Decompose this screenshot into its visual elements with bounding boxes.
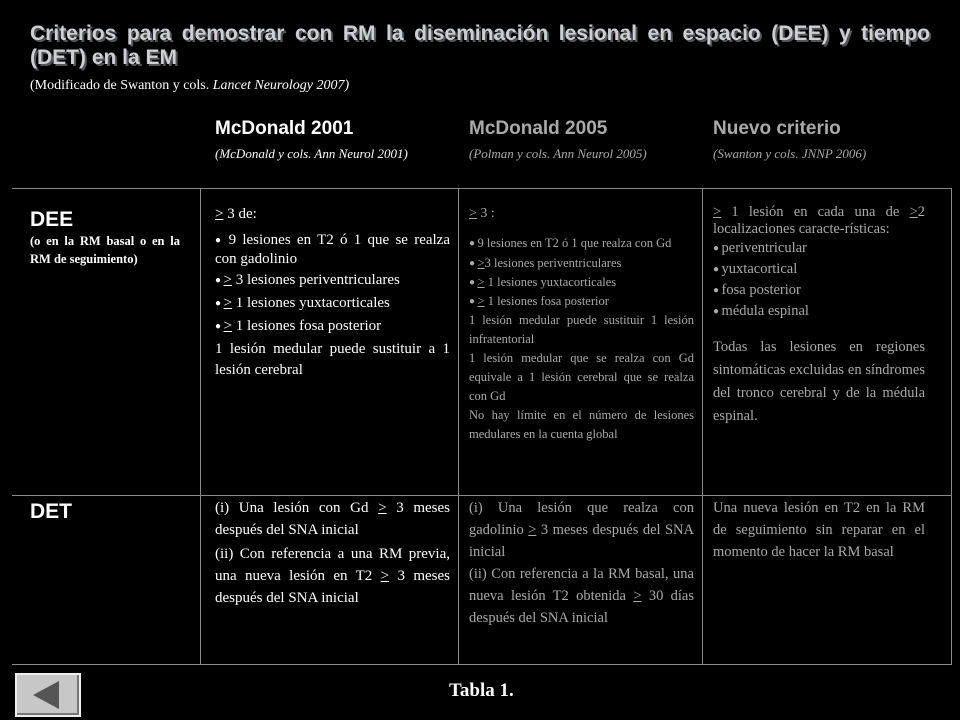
cell-dee-mcdonald-2001	[215, 204, 450, 383]
ge-symbol: >	[528, 522, 537, 538]
cell-intro: 1 lesión en cada una de	[721, 204, 910, 220]
column-header-nuevo-criterio	[713, 118, 928, 163]
row-label-det	[30, 500, 72, 524]
ge-symbol: >	[378, 500, 387, 516]
table-divider-middle	[12, 495, 952, 496]
cell-note: No hay límite en el número de lesiones medulares en la cuenta global	[469, 408, 694, 441]
ge-symbol: >	[909, 204, 918, 220]
table-divider-bottom	[12, 664, 952, 665]
text: (i) Una lesión que realza con gadolinio	[469, 500, 694, 538]
cell-paragraph	[469, 563, 694, 629]
table-column-divider	[458, 188, 459, 664]
table-caption: Tabla 1.	[449, 680, 514, 701]
list-item-text: 1 lesiones fosa posterior	[487, 294, 609, 308]
column-name: McDonald 2005	[469, 118, 608, 139]
ge-symbol: >	[469, 206, 477, 221]
ge-symbol: >	[713, 204, 722, 220]
list-item: ● 9 lesiones en T2 ó 1 que realza con Gd	[469, 235, 694, 252]
list-item	[215, 316, 450, 337]
column-name: McDonald 2001	[215, 118, 354, 139]
text: 3 meses después del SNA inicial	[215, 500, 450, 538]
text: (i) Una lesión con Gd	[215, 500, 379, 516]
list-item	[469, 292, 694, 311]
ge-symbol: >	[223, 272, 233, 288]
list-item	[469, 254, 694, 273]
table-divider-top	[12, 188, 952, 189]
list-item: ● 9 lesiones en T2 ó 1 que se realza con gadolinio	[215, 231, 450, 268]
table-column-divider	[702, 188, 703, 664]
ge-symbol: >	[477, 256, 485, 270]
cell-paragraph	[215, 543, 450, 609]
list-item	[215, 270, 450, 291]
ge-symbol: >	[477, 275, 485, 289]
list-item	[469, 273, 694, 292]
list-item: ● fosa posterior	[713, 280, 925, 301]
cell-paragraph: Una nueva lesión en T2 en la RM de seguimiento sin reparar en el momento de hacer la RM basal	[713, 500, 925, 560]
cell-det-mcdonald-2005	[469, 497, 694, 629]
list-item-text: 1 lesiones yuxtacorticales	[487, 275, 617, 289]
text: 3 meses después del SNA inicial	[469, 522, 694, 560]
list-item	[215, 293, 450, 314]
cell-intro: 3 :	[476, 206, 495, 221]
cell-paragraph	[469, 497, 694, 563]
ge-symbol: >	[633, 588, 642, 604]
list-item: ● médula espinal	[713, 301, 925, 322]
text: 3 meses después del SNA inicial	[215, 568, 450, 606]
column-reference: (Swanton y cols. JNNP 2006)	[713, 146, 867, 161]
text: (ii) Con referencia a una RM previa, una nueva lesión en T2	[215, 546, 450, 584]
row-label-note: (o en la RM basal o en la RM de seguimiento)	[30, 234, 180, 266]
cell-intro: 2 localizaciones caracte-rísticas:	[713, 204, 925, 237]
row-label-title: DET	[30, 500, 72, 523]
slide-subtitle	[30, 78, 349, 94]
list-item-text: 1 lesiones yuxtacorticales	[235, 295, 390, 311]
cell-note: 1 lesión medular puede sustituir a 1 lesión cerebral	[215, 341, 450, 378]
cell-note: 1 lesión medular que se realza con Gd equivale a 1 lesión cerebral que se realza con Gd	[469, 351, 694, 403]
column-header-mcdonald-2001	[215, 118, 450, 163]
list-item-text: 1 lesiones fosa posterior	[235, 318, 382, 334]
subtitle-text: (Modificado de Swanton y cols.	[30, 78, 210, 93]
cell-det-mcdonald-2001	[215, 497, 450, 611]
row-label-title: DEE	[30, 208, 74, 231]
cell-dee-nuevo-criterio	[713, 204, 925, 428]
table-column-divider	[200, 188, 201, 664]
list-item-text: 3 lesiones periventriculares	[235, 272, 400, 288]
text: (ii) Con referencia a la RM basal, una nueva lesión T2 obtenida	[469, 566, 694, 604]
back-button[interactable]	[15, 673, 81, 717]
ge-symbol: >	[215, 206, 224, 222]
list-item: ● periventricular	[713, 238, 925, 259]
ge-symbol: >	[477, 294, 485, 308]
column-header-mcdonald-2005	[469, 118, 694, 163]
column-name: Nuevo criterio	[713, 118, 841, 139]
cell-intro: 3 de:	[223, 206, 257, 222]
list-item: ● yuxtacortical	[713, 259, 925, 280]
table-column-divider	[951, 188, 952, 664]
ge-symbol: >	[223, 318, 233, 334]
list-item-text: 3 lesiones periventriculares	[484, 256, 622, 270]
cell-paragraph	[215, 497, 450, 541]
cell-dee-mcdonald-2005	[469, 204, 694, 444]
column-reference: (McDonald y cols. Ann Neurol 2001)	[215, 146, 408, 161]
ge-symbol: >	[380, 568, 390, 584]
cell-note: Todas las lesiones en regiones sintomáticas excluidas en síndromes del tronco cerebral y de la médula espinal.	[713, 339, 925, 424]
subtitle-italic: Lancet Neurology 2007)	[212, 78, 350, 93]
text: 30 días después del SNA inicial	[469, 588, 694, 626]
triangle-left-icon	[33, 681, 59, 709]
row-label-dee	[30, 208, 180, 268]
cell-note: 1 lesión medular puede sustituir 1 lesión infratentorial	[469, 313, 694, 346]
cell-det-nuevo-criterio	[713, 497, 925, 563]
column-reference: (Polman y cols. Ann Neurol 2005)	[469, 146, 647, 161]
slide-title: Criterios para demostrar con RM la diseminación lesional en espacio (DEE) y tiempo (DET) en la EM	[30, 22, 930, 69]
ge-symbol: >	[223, 295, 233, 311]
